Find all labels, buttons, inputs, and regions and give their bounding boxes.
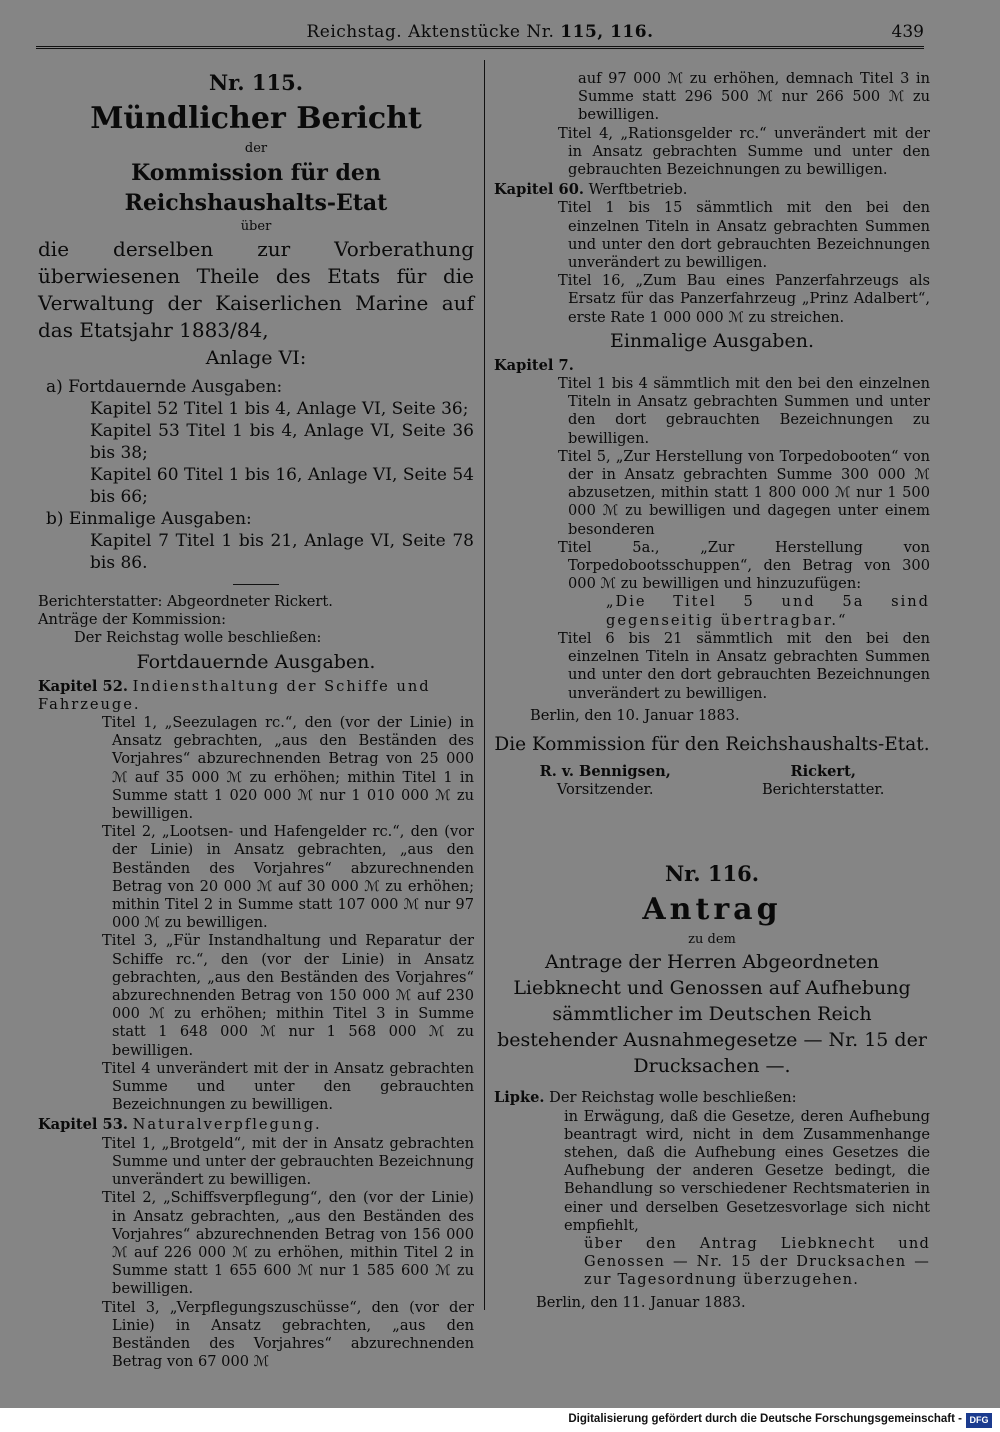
- section-einmalige: Einmalige Ausgaben.: [609, 329, 814, 352]
- titel-paragraph: Titel 2, „Schiffsverpflegung“, den (vor der Linie) in Ansatz gebrachten, „aus den Beständen des Vorjahres“ abzurechnenden Betrag von 156 000 ℳ auf 226 000 ℳ zu erhöhen, mithin Titel 2 in Summe statt 1 655 600 ℳ nur 1 585 600 ℳ zu bewilligen.: [102, 1189, 474, 1298]
- running-title-prefix: Reichstag. Aktenstücke Nr.: [306, 22, 555, 42]
- motion-considerations: in Erwägung, daß die Gesetze, deren Aufhebung beantragt wird, nicht in dem Zusammenhange stehen, daß die Aufhebung eines Gesetzes die Aufhebung der anderen Gesetze bedingt, die Behandlung so verschiedener Rechtsmaterien in einer und derselben Gesetzesvorlage sich nicht empfiehlt,: [564, 1107, 930, 1234]
- commission-title: Kommission für den Reichshaushalts-Etat: [124, 160, 388, 216]
- kapitel-text: Naturalverpflegung.: [132, 1116, 322, 1134]
- titel-paragraph: Titel 4 unverändert mit der in Ansatz gebrachten Summe und unter den gebrauchten Bezeichnungen zu bewilligen.: [102, 1059, 474, 1114]
- title-ueber: über: [240, 219, 272, 234]
- contents-b-item: Kapitel 7 Titel 1 bis 21, Anlage VI, Seite 78 bis 86.: [90, 531, 474, 573]
- kapitel-60: [494, 181, 930, 199]
- document-number: Nr. 115.: [208, 70, 304, 95]
- signature-name: Rickert,: [790, 762, 856, 780]
- title-der: der: [244, 141, 268, 156]
- contents-a-item: Kapitel 60 Titel 1 bis 16, Anlage VI, Seite 54 bis 66;: [90, 465, 474, 507]
- titel-paragraph: Titel 16, „Zum Bau eines Panzerfahrzeugs als Ersatz für das Panzerfahrzeug „Prinz Adalbert“, erste Rate 1 000 000 ℳ zu streichen.: [558, 272, 930, 326]
- kapitel-52: [38, 678, 474, 714]
- date-line: Berlin, den 11. Januar 1883.: [536, 1293, 746, 1311]
- continued-paragraph: auf 97 000 ℳ zu erhöhen, demnach Titel 3 in Summe statt 296 500 ℳ nur 266 500 ℳ zu bewilligen.: [578, 70, 930, 124]
- header-rule: [36, 46, 924, 49]
- titel-paragraph: Titel 1 bis 4 sämmtlich mit den bei den einzelnen Titeln in Ansatz gebrachten Summen und unter den dort gebrauchten Bezeichnungen zu bewilligen.: [558, 375, 930, 447]
- motion-intro: Der Reichstag wolle beschließen:: [549, 1089, 797, 1107]
- contents-a-item: Kapitel 53 Titel 1 bis 4, Anlage VI, Seite 36 bis 38;: [90, 421, 474, 463]
- kapitel-label: Kapitel 60.: [494, 181, 584, 199]
- contents-b-heading: b) Einmalige Ausgaben:: [46, 509, 252, 529]
- antrag-title: Antrag: [642, 892, 782, 928]
- kapitel-text: Indiensthaltung der Schiffe und Fahrzeuge.: [38, 677, 431, 713]
- short-rule: [233, 584, 279, 585]
- kapitel-7: [494, 357, 930, 375]
- page-number: 439: [891, 22, 924, 42]
- reichstag-line: Der Reichstag wolle beschließen:: [74, 629, 322, 647]
- subject-lead: die derselben zur Vorberathung überwiesenen Theile des Etats für die Verwaltung der Kaiserlichen Marine auf das Etatsjahr 1883/84,: [38, 237, 474, 342]
- right-column: [494, 70, 930, 1312]
- titel-paragraph: Titel 5, „Zur Herstellung von Torpedobooten“ von der in Ansatz gebrachten Summe 300 000 ℳ abzusetzen, mithin statt 1 800 000 ℳ nur 1 500 000 ℳ zu bewilligen und dagegen unter einem besonderen: [558, 447, 930, 538]
- anlage-label: Anlage VI:: [205, 347, 307, 369]
- signature-chair: [540, 763, 671, 799]
- titel-paragraph: Titel 3, „Verpflegungszuschüsse“, den (vor der Linie) in Ansatz gebrachten, „aus den Beständen des Vorjahres“ abzurechnenden Betrag von 67 000 ℳ: [102, 1298, 474, 1371]
- date-line: Berlin, den 10. Januar 1883.: [530, 706, 740, 724]
- signature-role: Berichterstatter.: [761, 781, 885, 799]
- contents-list: [38, 376, 474, 574]
- column-divider: [484, 60, 485, 1310]
- document-number-116: Nr. 116.: [664, 861, 760, 887]
- mover-label: Lipke.: [494, 1089, 545, 1107]
- titel-paragraph: Titel 3, „Für Instandhaltung und Reparatur der Schiffe rc.“, den (vor der Linie) in Ansatz gebrachten, „aus den Beständen des Vorjahres“ abzurechnenden Betrag von 150 000 ℳ auf 230 000 ℳ zu erhöhen; mithin Titel 3 in Summe statt 1 648 000 ℳ nur 1 568 000 ℳ zu bewilligen.: [102, 932, 474, 1059]
- motion-resolution: über den Antrag Liebknecht und Genossen — Nr. 15 der Drucksachen — zur Tagesordnung überzugehen.: [584, 1234, 930, 1289]
- left-column: [38, 62, 474, 1371]
- kapitel-text: Werftbetrieb.: [588, 181, 688, 199]
- kapitel-53: [38, 1116, 474, 1134]
- running-title: [36, 22, 924, 42]
- contents-a-heading: a) Fortdauernde Ausgaben:: [46, 377, 283, 397]
- kapitel-label: Kapitel 7.: [494, 356, 574, 374]
- titel-paragraph: Titel 2, „Lootsen- und Hafengelder rc.“, den (vor der Linie) in Ansatz gebrachten, „aus den Beständen des Vorjahres“ abzurechnenden Betrag von 20 000 ℳ auf 30 000 ℳ zu erhöhen; mithin Titel 2 in Summe statt 107 000 ℳ nur 97 000 ℳ zu bewilligen.: [102, 823, 474, 932]
- kapitel-label: Kapitel 52.: [38, 677, 128, 695]
- footer-bar: [0, 1410, 1000, 1432]
- antrag-subject: Antrage der Herren Abgeordneten Liebknecht und Genossen auf Aufhebung sämmtlicher im Deutschen Reich bestehender Ausnahmegesetze — Nr. 15 der Drucksachen —.: [497, 951, 927, 1078]
- signatures: [494, 763, 930, 799]
- commission-signoff: Die Kommission für den Reichshaushalts-Etat.: [494, 733, 930, 755]
- signature-role: Vorsitzender.: [556, 781, 654, 799]
- section-fortdauernde: Fortdauernde Ausgaben.: [136, 650, 376, 673]
- contents-a-item: Kapitel 52 Titel 1 bis 4, Anlage VI, Seite 36;: [90, 399, 469, 419]
- signature-name: R. v. Bennigsen,: [539, 762, 671, 780]
- dfg-logo: DFG: [966, 1413, 992, 1428]
- funding-notice: Digitalisierung gefördert durch die Deutsche Forschungsgemeinschaft -: [568, 1413, 962, 1425]
- antraege-line: Anträge der Kommission:: [38, 611, 227, 629]
- titel-paragraph: Titel 1 bis 15 sämmtlich mit den bei den einzelnen Titeln in Ansatz gebrachten Summen und unter den dort gebrauchten Bezeichnungen unverändert zu bewilligen.: [558, 199, 930, 272]
- lipke-motion: [494, 1089, 930, 1107]
- document-title: Mündlicher Bericht: [90, 101, 422, 136]
- titel-paragraph: Titel 4, „Rationsgelder rc.“ unverändert mit der in Ansatz gebrachten Summe und unter den gebrauchten Bezeichnungen zu bewilligen.: [558, 124, 930, 179]
- titel-paragraph: Titel 1, „Seezulagen rc.“, den (vor der Linie) in Ansatz gebrachten, „aus den Beständen des Vorjahres“ abzurechnenden Betrag von 25 000 ℳ auf 35 000 ℳ zu erhöhen; mithin Titel 1 in Summe statt 1 020 000 ℳ nur 1 010 000 ℳ zu bewilligen.: [102, 714, 474, 823]
- running-title-numbers: 115, 116.: [560, 22, 654, 42]
- titel-paragraph: Titel 5a., „Zur Herstellung von Torpedobootsschuppen“, den Betrag von 300 000 ℳ zu bewilligen und hinzuzufügen:: [558, 538, 930, 593]
- titel-paragraph: Titel 6 bis 21 sämmtlich mit den bei den einzelnen Titeln in Ansatz gebrachten Summen und unter den dort gebrauchten Bezeichnungen unverändert zu bewilligen.: [558, 629, 930, 702]
- quoted-clause: „Die Titel 5 und 5a sind gegenseitig übertragbar.“: [606, 593, 930, 629]
- titel-paragraph: Titel 1, „Brotgeld“, mit der in Ansatz gebrachten Summe und unter der gebrauchten Bezeichnung unverändert zu bewilligen.: [102, 1134, 474, 1189]
- signature-reporter: [762, 763, 885, 799]
- page-header: [36, 22, 924, 46]
- zu-dem-line: zu dem: [688, 932, 736, 948]
- berichterstatter-line: Berichterstatter: Abgeordneter Rickert.: [38, 593, 333, 610]
- kapitel-label: Kapitel 53.: [38, 1116, 128, 1134]
